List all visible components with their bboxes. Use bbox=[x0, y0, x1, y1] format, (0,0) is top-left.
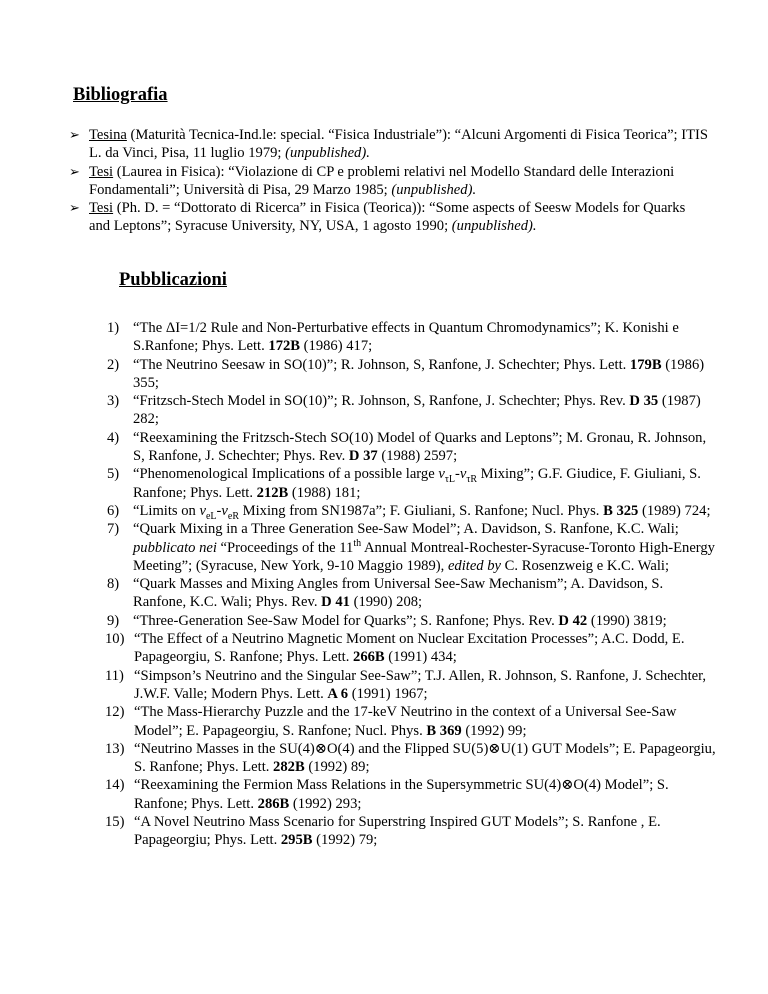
publication-text: Mixing from SN1987a”; F. Giuliani, S. Ranfone; Nucl. Phys. bbox=[238, 502, 604, 519]
item-label: Tesi bbox=[89, 163, 114, 180]
item-note: (unpublished). bbox=[451, 218, 537, 235]
arrow-bullet-icon: ➢ bbox=[69, 201, 80, 217]
item-number: 8) bbox=[107, 576, 120, 593]
nu-symbol: ν bbox=[199, 502, 206, 519]
publication-text: Annual Montreal-Rochester-Syracuse-Toronto High-Energy Meeting”; (Syracuse, New York, 9-10 Maggio 1989), bbox=[133, 539, 715, 574]
item-number: 11) bbox=[105, 667, 124, 684]
publication-item bbox=[107, 703, 719, 740]
bibliografia-item bbox=[69, 199, 709, 236]
item-number: 2) bbox=[107, 356, 120, 373]
superscript: th bbox=[353, 537, 362, 549]
year-page: (1992) 99; bbox=[461, 722, 527, 739]
publication-item bbox=[107, 319, 719, 356]
nu-symbol: ν bbox=[221, 502, 228, 519]
italic-text: pubblicato nei bbox=[133, 539, 217, 556]
subscript: τL bbox=[444, 474, 455, 486]
item-number: 13) bbox=[105, 740, 125, 757]
volume: 295B bbox=[280, 832, 313, 849]
year-page: (1988) 181; bbox=[288, 484, 361, 501]
item-number: 1) bbox=[107, 320, 120, 336]
publication-text: “The Neutrino Seesaw in SO(10)”; R. Johnson, S, Ranfone, J. Schechter; Phys. Lett. bbox=[133, 356, 630, 373]
item-number: 7) bbox=[107, 521, 120, 538]
bibliografia-item bbox=[69, 163, 709, 200]
volume: B 325 bbox=[603, 502, 639, 519]
item-note: (unpublished). bbox=[391, 181, 477, 198]
arrow-bullet-icon: ➢ bbox=[69, 164, 80, 180]
publication-text: “Limits on bbox=[133, 502, 200, 519]
publication-text: “The ΔI=1/2 Rule and Non-Perturbative effects in Quantum Chromodynamics”; K. Konishi e S.Ranfone; Phys. Lett. bbox=[133, 320, 679, 355]
volume: 179B bbox=[629, 356, 662, 373]
dash: - bbox=[216, 502, 222, 519]
year-page: (1992) 79; bbox=[312, 832, 378, 849]
item-label: Tesi bbox=[89, 200, 114, 217]
item-number: 10) bbox=[105, 631, 125, 648]
year-page: (1992) 293; bbox=[289, 795, 362, 812]
volume: D 37 bbox=[348, 448, 378, 465]
item-label: Tesina bbox=[89, 127, 127, 143]
publication-text: “Quark Masses and Mixing Angles from Universal See-Saw Mechanism”; A. Davidson, S. Ranfone, K.C. Wali; Phys. Rev. bbox=[133, 576, 664, 611]
publication-item bbox=[107, 667, 719, 704]
publication-text: Mixing”; G.F. Giudice, F. Giuliani, S. Ranfone; Phys. Lett. bbox=[133, 466, 701, 501]
item-text: (Ph. D. = “Dottorato di Ricerca” in Fisica (Teorica)): “Some aspects of Seesw Models for Quarks and Leptons”; Syracuse University, NY, USA, 1 agosto 1990; bbox=[89, 200, 686, 235]
year-page: (1987) 282; bbox=[133, 393, 701, 428]
publication-text: “The Mass-Hierarchy Puzzle and the 17-keV Neutrino in the context of a Universal See-Saw Model”; E. Papageorgiu, S. Ranfone; Nucl. Phys. bbox=[134, 704, 677, 739]
volume: B 369 bbox=[426, 722, 462, 739]
publication-text: “Simpson’s Neutrino and the Singular See-Saw”; T.J. Allen, R. Johnson, S. Ranfone, J. Schechter, J.W.F. Valle; Modern Phys. Lett. bbox=[134, 667, 707, 702]
volume: A 6 bbox=[327, 685, 349, 702]
publication-text: “Quark Mixing in a Three Generation See-Saw Model”; A. Davidson, S. Ranfone, K.C. Wali; bbox=[133, 521, 679, 538]
publication-text: “Reexamining the Fermion Mass Relations in the Supersymmetric SU(4)⊗O(4) Model”; S. Ranfone; Phys. Lett. bbox=[134, 777, 669, 812]
publication-text: “Neutrino Masses in the SU(4)⊗O(4) and the Flipped SU(5)⊗U(1) GUT Models”; E. Papageorgiu, S. Ranfone; Phys. Lett. bbox=[134, 740, 716, 776]
publication-text: “Reexamining the Fritzsch-Stech SO(10) Model of Quarks and Leptons”; M. Gronau, R. Johnson, S, Ranfone, J. Schechter; Phys. Rev. bbox=[133, 429, 707, 465]
item-number: 14) bbox=[105, 777, 125, 794]
publication-item bbox=[107, 630, 719, 667]
item-number: 12) bbox=[105, 704, 125, 721]
publication-item bbox=[107, 813, 719, 850]
item-note: (unpublished). bbox=[285, 145, 370, 162]
dash: - bbox=[454, 466, 460, 483]
publication-text: “Proceedings of the 11 bbox=[216, 539, 354, 556]
volume: 212B bbox=[256, 484, 289, 501]
publication-item bbox=[107, 429, 719, 466]
volume: D 35 bbox=[629, 393, 659, 410]
publication-text: “Three-Generation See-Saw Model for Quarks”; S. Ranfone; Phys. Rev. bbox=[133, 612, 559, 629]
publication-item bbox=[107, 356, 719, 393]
item-number: 4) bbox=[107, 429, 120, 446]
volume: 282B bbox=[273, 759, 305, 776]
publication-item bbox=[107, 465, 719, 502]
publication-item bbox=[107, 392, 719, 429]
pubblicazioni-heading: Pubblicazioni bbox=[119, 270, 227, 290]
item-text: (Laurea in Fisica): “Violazione di CP e problemi relativi nel Modello Standard delle Interazioni Fondamentali”; Università di Pisa, 29 Marzo 1985; bbox=[89, 163, 675, 198]
item-text: (Maturità Tecnica-Ind.le: special. “Fisica Industriale”): “Alcuni Argomenti di Fisica Teorica”; ITIS L. da Vinci, Pisa, 11 luglio 1979; bbox=[89, 127, 709, 162]
item-number: 3) bbox=[107, 393, 120, 410]
publication-item bbox=[107, 520, 719, 575]
nu-symbol: ν bbox=[459, 466, 467, 483]
year-page: (1991) 434; bbox=[384, 649, 457, 666]
year-page: (1992) 89; bbox=[304, 759, 370, 776]
publication-text: “The Effect of a Neutrino Magnetic Moment on Nuclear Excitation Processes”; A.C. Dodd, E. Papageorgiu, S. Ranfone; Phys. Lett. bbox=[134, 631, 685, 666]
item-number: 9) bbox=[107, 612, 120, 629]
volume: D 41 bbox=[321, 594, 350, 611]
pubblicazioni-list bbox=[107, 319, 719, 850]
publication-item bbox=[107, 502, 719, 520]
year-page: (1986) 355; bbox=[133, 356, 705, 391]
volume: 172B bbox=[268, 338, 301, 355]
subscript: eL bbox=[205, 510, 217, 522]
volume: 266B bbox=[353, 649, 385, 666]
volume: D 42 bbox=[558, 612, 588, 629]
nu-symbol: ν bbox=[438, 466, 445, 483]
publication-item bbox=[107, 776, 719, 813]
publication-item bbox=[107, 740, 719, 777]
publication-text: “Phenomenological Implications of a possible large bbox=[133, 466, 439, 483]
year-page: (1988) 2597; bbox=[377, 448, 458, 465]
publication-text: “A Novel Neutrino Mass Scenario for Superstring Inspired GUT Models”; S. Ranfone , E. Papageorgiu; Phys. Lett. bbox=[134, 814, 661, 849]
item-number: 5) bbox=[107, 466, 120, 483]
year-page: (1990) 3819; bbox=[587, 612, 667, 629]
publication-text: C. Rosenzweig e K.C. Wali; bbox=[501, 557, 670, 574]
volume: 286B bbox=[257, 795, 290, 812]
year-page: (1990) 208; bbox=[349, 594, 423, 611]
publication-item bbox=[107, 575, 719, 612]
item-number: 6) bbox=[107, 502, 120, 519]
bibliografia-item bbox=[69, 126, 709, 163]
subscript: eR bbox=[227, 510, 239, 522]
arrow-bullet-icon: ➢ bbox=[69, 128, 80, 143]
publication-item bbox=[107, 612, 719, 630]
bibliografia-heading: Bibliografia bbox=[73, 85, 168, 105]
year-page: (1989) 724; bbox=[638, 502, 711, 519]
publication-text: “Fritzsch-Stech Model in SO(10)”; R. Johnson, S, Ranfone, J. Schechter; Phys. Rev. bbox=[133, 393, 630, 410]
italic-text: edited by bbox=[447, 557, 502, 574]
year-page: (1986) 417; bbox=[300, 338, 373, 355]
year-page: (1991) 1967; bbox=[348, 685, 428, 702]
subscript: τR bbox=[466, 474, 478, 486]
bibliografia-list bbox=[69, 126, 709, 236]
item-number: 15) bbox=[105, 814, 125, 831]
